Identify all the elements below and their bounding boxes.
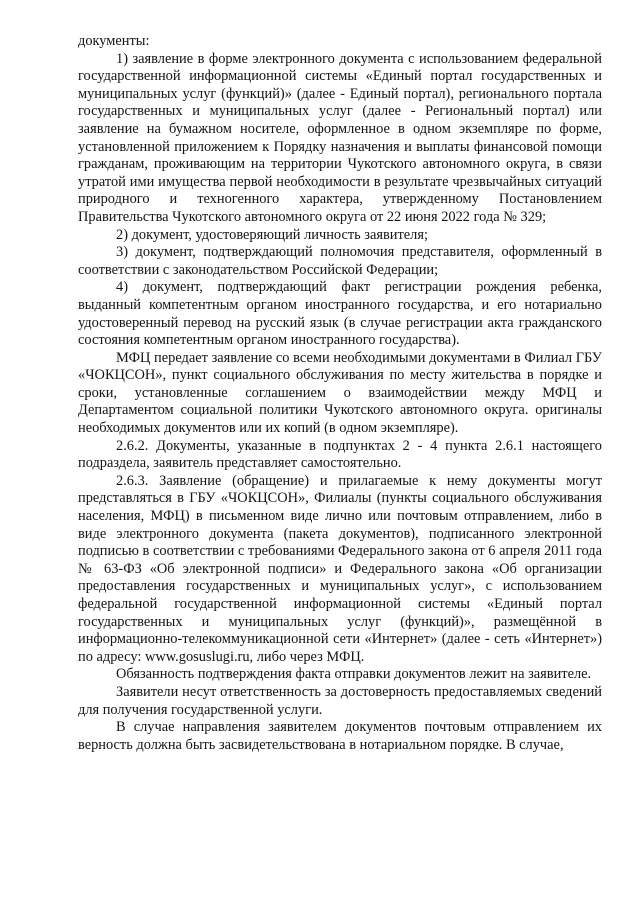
paragraph-responsibility: Заявители несут ответственность за достоверность предоставляемых сведений для получения государственной услуги.: [78, 683, 602, 718]
paragraph-item-1-application: 1) заявление в форме электронного документа с использованием федеральной государственной информационной системы «Единый портал государственных и муниципальных услуг (функций)» (далее - Единый портал), регионального портала государственных и муниципальных услуг (далее - Региональный портал) или заявление на бумажном носителе, оформленное в одном экземпляре по форме, установленной приложением к Порядку назначения и выплаты финансовой помощи гражданам, проживающим на территории Чукотского автономного округа, в связи утратой ими имущества первой необходимости в результате чрезвычайных ситуаций природного и техногенного характера, утвержденному Постановлением Правительства Чукотского автономного округа от 22 июня 2022 года № 329;: [78, 50, 602, 225]
paragraph-item-4-birth-registration: 4) документ, подтверждающий факт регистрации рождения ребенка, выданный компетентным органом иностранного государства, и его нотариально удостоверенный перевод на русский язык (в случае регистрации акта гражданского состояния компетентным органом иностранного государства).: [78, 279, 602, 349]
paragraph-2-6-2: 2.6.2. Документы, указанные в подпунктах 2 - 4 пункта 2.6.1 настоящего подраздела, заявитель представляет самостоятельно.: [78, 437, 602, 472]
paragraph-mfc-transfer: МФЦ передает заявление со всеми необходимыми документами в Филиал ГБУ «ЧОКЦСОН», пункт социального обслуживания по месту жительства в порядке и сроки, установленные соглашением о взаимодействии между МФЦ и Департаментом социальной политики Чукотского автономного округа. оригиналы необходимых документов или их копий (в одном экземпляре).: [78, 349, 602, 437]
paragraph-documents-lead: документы:: [78, 33, 150, 49]
paragraph-item-3-authority: 3) документ, подтверждающий полномочия представителя, оформленный в соответствии с законодательством Российской Федерации;: [78, 244, 602, 278]
document-page: [78, 33, 602, 754]
paragraph-postal-notary: В случае направления заявителем документов почтовым отправлением их верность должна быть засвидетельствована в нотариальном порядке. В случае,: [78, 719, 602, 753]
paragraph-2-6-3: 2.6.3. Заявление (обращение) и прилагаемые к нему документы могут представляться в ГБУ «ЧОКЦСОН», Филиалы (пункты социального обслуживания населения, МФЦ) в письменном виде лично или почтовым отправлением, либо в виде электронного документа (пакета документов), подписанного электронной подписью в соответствии с требованиями Федерального закона от 6 апреля 2011 года № 63-ФЗ «Об электронной подписи» и Федерального закона «Об организации предоставления государственных и муниципальных услуг», с использованием федеральной государственной информационной системы «Единый портал государственных и муниципальных услуг (функций)», размещённой в информационно-телекоммуникационной сети «Интернет» (далее - сеть «Интернет») по адресу: www.gosuslugi.ru, либо через МФЦ.: [78, 472, 602, 665]
paragraph-item-2-identity: 2) документ, удостоверяющий личность заявителя;: [116, 226, 428, 243]
paragraph-obligation: Обязанность подтверждения факта отправки документов лежит на заявителе.: [116, 666, 592, 683]
